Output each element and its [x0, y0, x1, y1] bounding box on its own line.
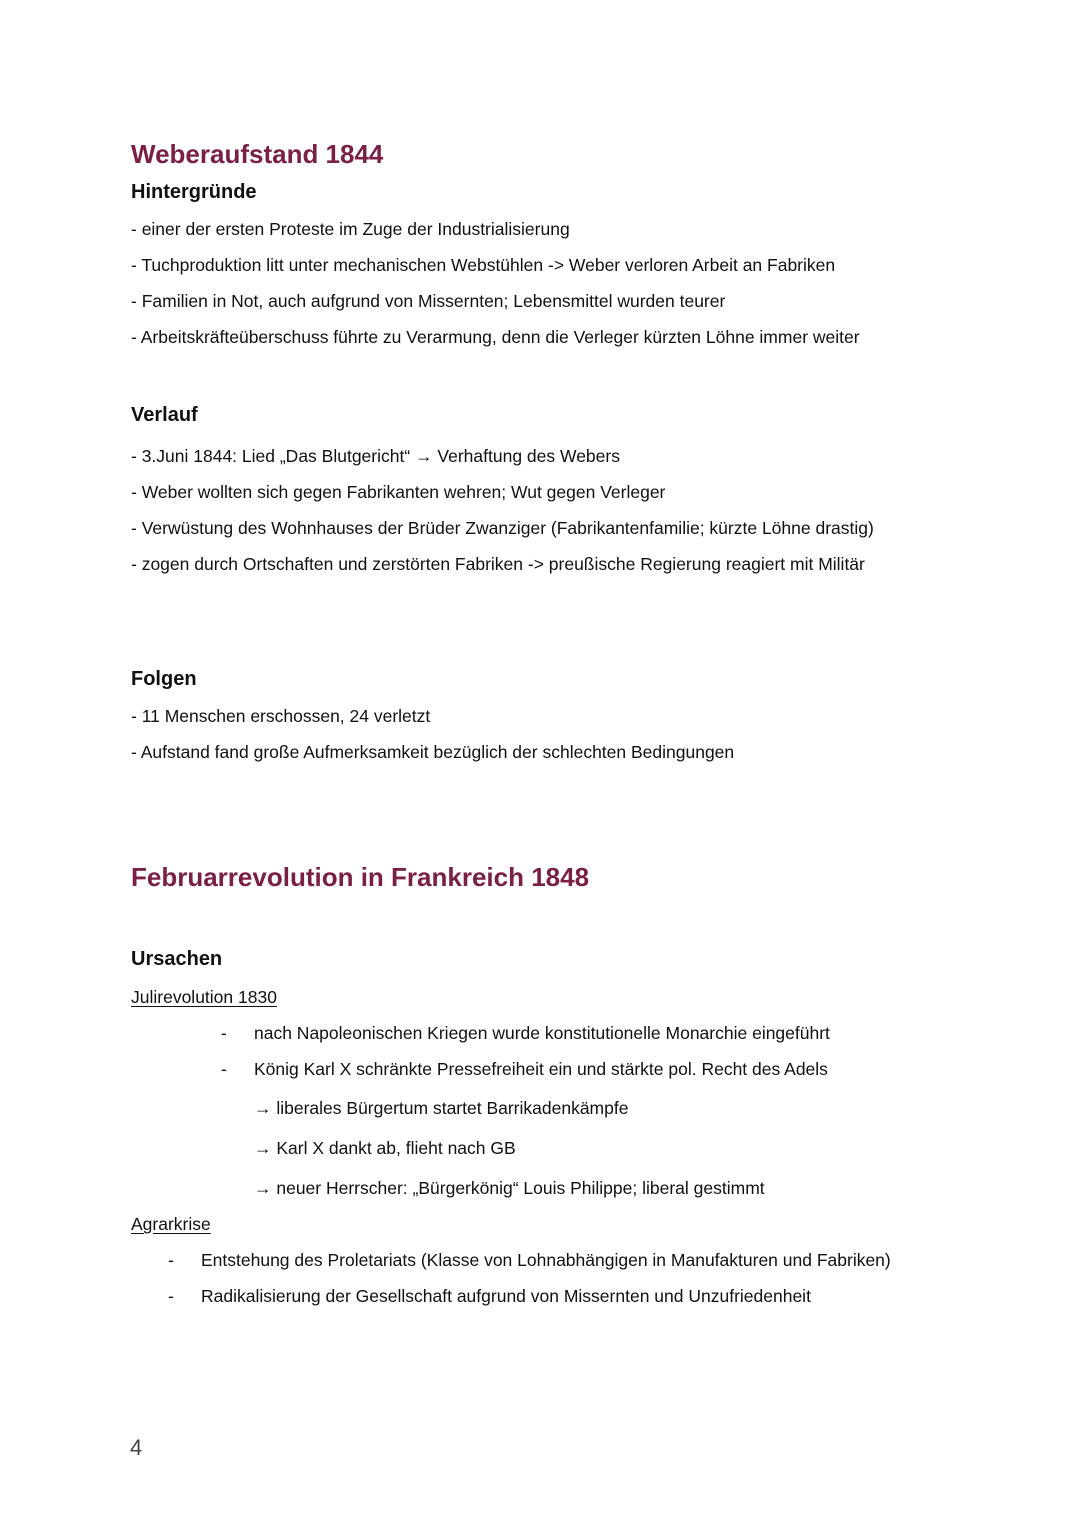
subheading-julirevolution: Julirevolution 1830	[131, 987, 277, 1007]
arrow-item: → Karl X dankt ab, flieht nach GB	[254, 1138, 516, 1158]
dash-bullet: -	[168, 1286, 174, 1306]
list-item: - Arbeitskräfteüberschuss führte zu Verarmung, denn die Verleger kürzten Löhne immer weiter	[131, 327, 860, 347]
list-item-text: nach Napoleonischen Kriegen wurde konstitutionelle Monarchie eingeführt	[254, 1023, 830, 1043]
list-item: - Verwüstung des Wohnhauses der Brüder Zwanziger (Fabrikantenfamilie; kürzte Löhne drastig)	[131, 518, 874, 538]
heading-ursachen: Ursachen	[131, 948, 223, 970]
arrow-item: → neuer Herrscher: „Bürgerkönig“ Louis Philippe; liberal gestimmt	[254, 1178, 765, 1198]
section-title-februarrevolution: Februarrevolution in Frankreich 1848	[131, 862, 590, 892]
dash-bullet: -	[221, 1059, 227, 1079]
list-item: - Familien in Not, auch aufgrund von Missernten; Lebensmittel wurden teurer	[131, 291, 726, 311]
list-item-text: König Karl X schränkte Pressefreiheit ein und stärkte pol. Recht des Adels	[254, 1059, 828, 1079]
list-item-text: Entstehung des Proletariats (Klasse von Lohnabhängigen in Manufakturen und Fabriken)	[201, 1250, 891, 1270]
heading-hintergruende: Hintergründe	[131, 181, 257, 203]
list-item: - Weber wollten sich gegen Fabrikanten wehren; Wut gegen Verleger	[131, 482, 666, 502]
list-item: - zogen durch Ortschaften und zerstörten Fabriken -> preußische Regierung reagiert mit Militär	[131, 554, 865, 574]
section-title-weberaufstand: Weberaufstand 1844	[131, 139, 384, 169]
page-number: 4	[130, 1435, 143, 1460]
list-item: - Aufstand fand große Aufmerksamkeit bezüglich der schlechten Bedingungen	[131, 742, 735, 762]
heading-verlauf: Verlauf	[131, 404, 198, 426]
list-item-text: Radikalisierung der Gesellschaft aufgrund von Missernten und Unzufriedenheit	[201, 1286, 811, 1306]
list-item: - 3.Juni 1844: Lied „Das Blutgericht“ → Verhaftung des Webers	[131, 446, 620, 466]
list-item: - Tuchproduktion litt unter mechanischen Webstühlen -> Weber verloren Arbeit an Fabriken	[131, 255, 836, 275]
arrow-item: → liberales Bürgertum startet Barrikadenkämpfe	[254, 1098, 629, 1118]
subheading-agrarkrise: Agrarkrise	[131, 1214, 211, 1234]
dash-bullet: -	[168, 1250, 174, 1270]
heading-folgen: Folgen	[131, 668, 197, 690]
list-item: - 11 Menschen erschossen, 24 verletzt	[131, 706, 431, 726]
dash-bullet: -	[221, 1023, 227, 1043]
list-item: - einer der ersten Proteste im Zuge der Industrialisierung	[131, 219, 570, 239]
